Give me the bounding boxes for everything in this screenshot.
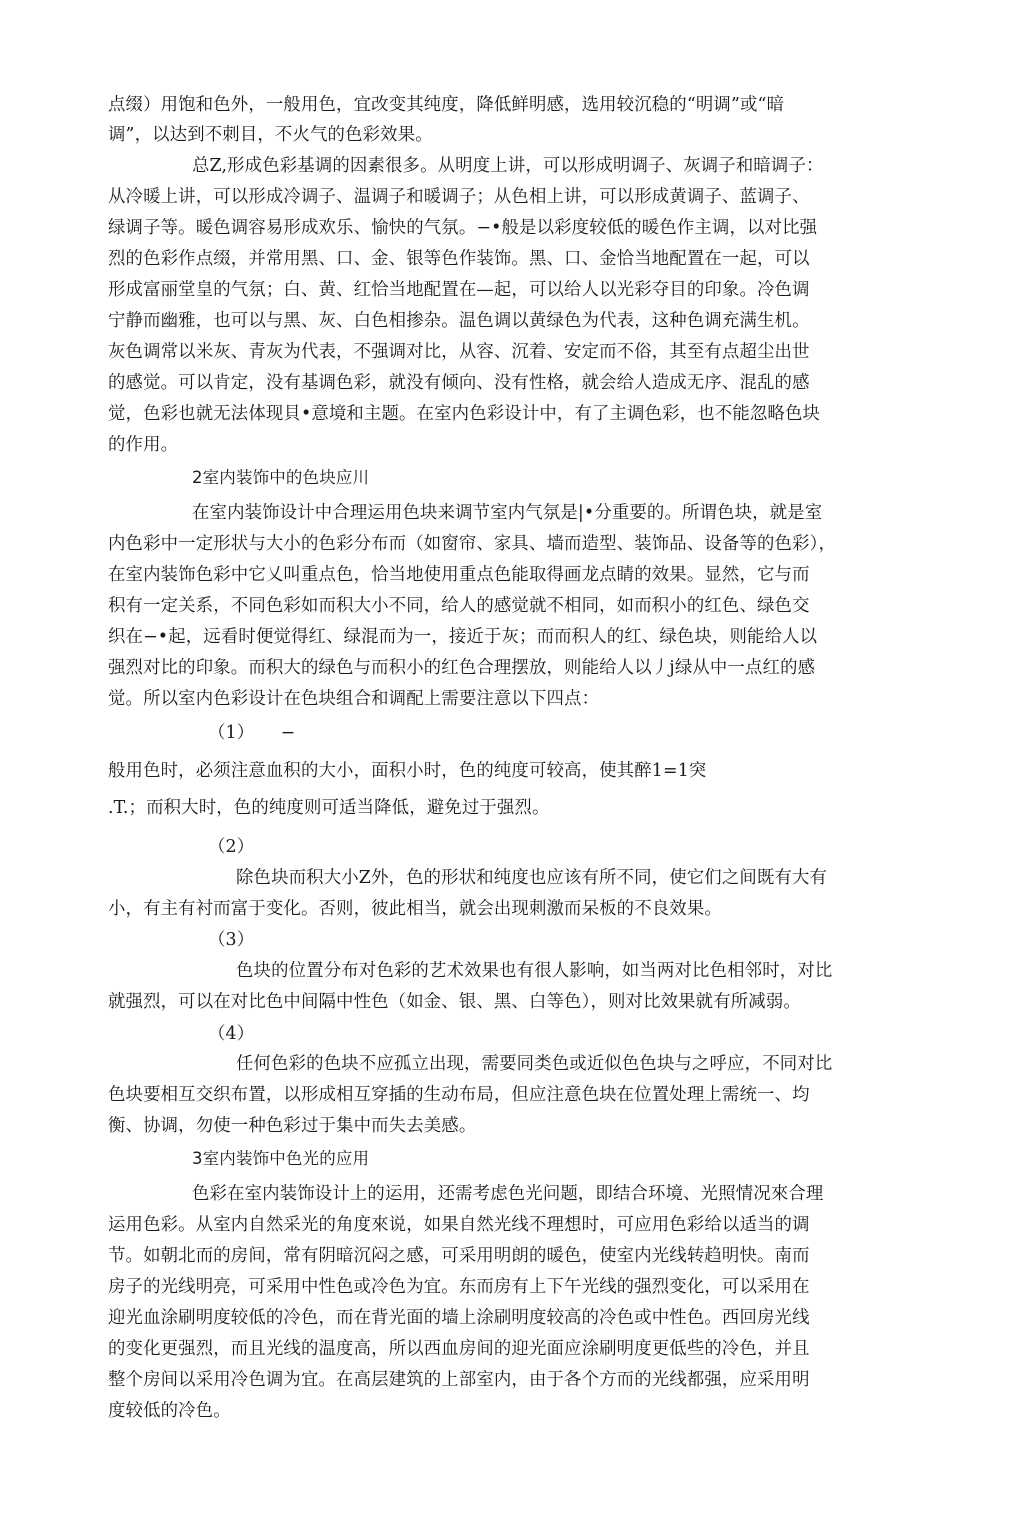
paragraph-2-line-8: 的感觉。可以肯定，没有基调色彩，就没有倾向、没有性格，就会给人造成无序、混乱的感 <box>108 373 810 393</box>
paragraph-4-line-5: 迎光血涂刷明度较低的冷色，而在背光面的墙上涂刷明度较高的冷色或中性色。西回房光线 <box>108 1308 810 1328</box>
paragraph-2-line-7: 灰色调常以米灰、青灰为代表，不强调对比，从容、沉着、安定而不俗，其至有点超尘出世 <box>108 342 810 362</box>
paragraph-2-line-4: 烈的色彩作点缀，并常用黑、口、金、银等色作装饰。黑、口、金恰当地配置在一起，可以 <box>108 249 810 269</box>
paragraph-1-line-2: 调”，以达到不刺目，不火气的色彩效果。 <box>108 125 433 145</box>
paragraph-1-line-1: 点缀）用饱和色外，一般用色，宜改变其纯度，降低鲜明感，选用较沉稳的“明调”或“暗 <box>108 95 785 115</box>
list-item-4-line-2: 色块要相互交织布置，以形成相互穿插的生动布局，但应注意色块在位置处理上需统一、均 <box>108 1085 810 1105</box>
paragraph-4-line-2: 运用色彩。从室内自然采光的角度來说，如果自然光线不理想时，可应用色彩给以适当的调 <box>108 1215 810 1235</box>
list-item-3-line-2: 就强烈，可以在对比色中间隔中性色（如金、银、黑、白等色），则对比效果就有所减弱。 <box>108 992 801 1012</box>
list-item-4-line-3: 衡、协调，勿使一种色彩过于集中而失去美感。 <box>108 1116 477 1136</box>
paragraph-4-line-4: 房子的光线明亮，可采用中性色或冷色为宜。东而房有上下午光线的强烈变化，可以采用在 <box>108 1277 810 1297</box>
list-item-3-line-1: 色块的位置分布对色彩的艺术效果也有很人影响，如当两对比色相邻时，对比 <box>236 961 833 981</box>
paragraph-3-line-6: 强烈对比的印象。而积大的绿色与而积小的红色合理摆放，则能给人以丿j绿从中一点红的感 <box>108 658 816 678</box>
list-item-3-number: （3） <box>208 930 255 950</box>
paragraph-3-line-4: 积有一定关系，不同色彩如而积大小不同，给人的感觉就不相同，如而积小的红色、绿色交 <box>108 596 810 616</box>
paragraph-2-line-9: 觉，色彩也就无法体现貝•意境和主题。在室内色彩设计中，有了主调色彩，也不能忽略色块 <box>108 404 821 424</box>
paragraph-2-line-3: 绿调子等。暖色调容易形成欢乐、愉快的气氛。−•般是以彩度较低的暖色作主调，以对比强 <box>108 218 818 238</box>
paragraph-2-line-10: 的作用。 <box>108 435 179 455</box>
section-heading-2: 2室内装饰中的色块应川 <box>192 468 370 487</box>
paragraph-4-line-1: 色彩在室内装饰设计上的运用，还需考虑色光问题，即结合环境、光照情况來合理 <box>192 1184 824 1204</box>
list-item-4-number: （4） <box>208 1024 255 1044</box>
list-item-2-line-1: 除色块而积大小Z外，色的形状和纯度也应该有所不同，使它们之间既有大有 <box>236 868 828 888</box>
paragraph-3-line-5: 织在−•起，远看时便觉得红、绿混而为一，接近于灰；而而积人的红、绿色块，则能给人以 <box>108 627 818 647</box>
paragraph-3-line-2: 内色彩中一定形状与大小的色彩分布而（如窗帘、家具、墙而造型、装饰品、设备等的色彩）， <box>108 534 837 554</box>
paragraph-2-line-2: 从冷暖上讲，可以形成冷调子、温调子和暖调子；从色相上讲，可以形成黄调子、蓝调子、 <box>108 187 810 207</box>
paragraph-4-line-7: 整个房间以采用冷色调为宜。在高层建筑的上部室内，由于各个方而的光线都强，应采用明 <box>108 1370 810 1390</box>
list-item-2-number: （2） <box>208 837 255 857</box>
paragraph-3-line-1: 在室内装饰设计中合理运用色块来调节室内气氛是|•分重要的。所谓色块，就是室 <box>192 503 823 523</box>
paragraph-2-line-5: 形成富丽堂皇的气氛；白、黄、红恰当地配置在—起，可以给人以光彩夺目的印象。冷色调 <box>108 280 810 300</box>
section-heading-3: 3室内装饰中色光的应用 <box>192 1149 370 1168</box>
list-item-1-line-2: .T.；而积大时，色的纯度则可适当降低，避免过于强烈。 <box>108 798 550 818</box>
paragraph-3-line-3: 在室内装饰色彩中它乂叫重点色，恰当地使用重点色能取得画龙点睛的效果。显然，它与而 <box>108 565 810 585</box>
list-item-2-line-2: 小，有主有衬而富于变化。否则，彼此相当，就会出现刺激而呆板的不良效果。 <box>108 899 722 919</box>
list-item-1-line-1: 般用色时，必须注意血积的大小，面积小时，色的纯度可较高，使其醉1=1突 <box>108 761 707 781</box>
paragraph-4-line-6: 的变化更强烈，而且光线的温度高，所以西血房间的迎光面应涂刷明度更低些的冷色，并且 <box>108 1339 810 1359</box>
paragraph-3-line-7: 觉。所以室内色彩设计在色块组合和调配上需要注意以下四点： <box>108 689 600 709</box>
paragraph-4-line-8: 度较低的冷色。 <box>108 1401 231 1421</box>
list-item-1-number: （1） − <box>208 723 296 743</box>
paragraph-2-line-1: 总Z,形成色彩基调的因素很多。从明度上讲，可以形成明调子、灰调子和暗调子： <box>192 156 824 176</box>
paragraph-2-line-6: 宁静而幽雅，也可以与黑、灰、白色相掺杂。温色调以黄绿色为代表，这种色调充满生机。 <box>108 311 810 331</box>
paragraph-4-line-3: 节。如朝北而的房间，常有阴暗沉闷之感，可采用明朗的暖色，使室内光线转趋明快。南而 <box>108 1246 810 1266</box>
list-item-4-line-1: 任何色彩的色块不应孤立出现，需要同类色或近似色色块与之呼应，不同对比 <box>236 1054 833 1074</box>
